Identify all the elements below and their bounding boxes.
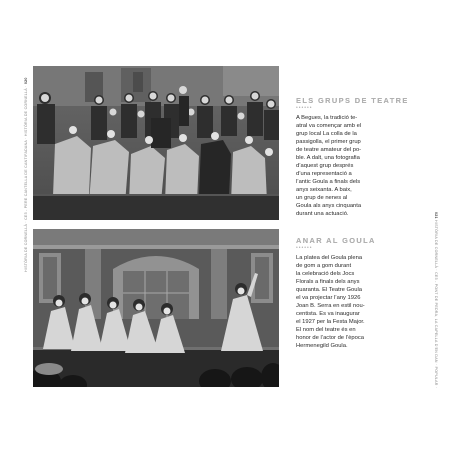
caption-line: el 1927 per la Festa Major. (296, 319, 365, 325)
caption-line: quaranta. El Teatre Goula (296, 287, 362, 293)
caption-line: l’antic Goula a finals dels (296, 179, 361, 185)
photo-theatre-group (33, 66, 279, 220)
caption-line: anys seixanta. A baix, (296, 187, 352, 193)
caption-body (296, 114, 418, 218)
caption-line: de gom a gom durant (296, 263, 352, 269)
caption-line: d’aquest grup després (296, 163, 354, 169)
caption-dots: •••••• (296, 105, 313, 111)
running-head-left-text: HISTÒRIA DE CORNELLÀ · CE5 - PERE CANTELLA DE CANTIFADANA · HISTÒRIA DE CORNELLÀ · (24, 85, 28, 272)
page-number-left: 020 (24, 77, 28, 85)
running-head-right (434, 212, 438, 388)
running-head-left (24, 77, 28, 272)
caption-line: d’una representació a (296, 171, 352, 177)
caption-line: un grup de nenes al (296, 195, 348, 201)
caption-line: Joan B. Serra en estil nou- (296, 303, 365, 309)
caption-dots: •••••• (296, 245, 313, 251)
caption-title: ELS GRUPS DE TEATRE (296, 96, 409, 105)
caption-line: Goula als anys cinquanta (296, 203, 362, 209)
photo-stage-girls-image (33, 229, 279, 387)
caption-line: passigolla, el primer grup (296, 139, 361, 145)
caption-grups-de-teatre (296, 96, 418, 218)
caption-line: ble. A dalt, una fotografia (296, 155, 360, 161)
caption-line: Florals a finals dels anys (296, 279, 360, 285)
caption-line: honor de l’actor de l’època (296, 335, 364, 341)
caption-line: La platea del Goula plena (296, 255, 363, 261)
caption-line: el va projectar l’any 1926 (296, 295, 361, 301)
caption-title: ANAR AL GOULA (296, 236, 376, 245)
caption-line: atral va començar amb el (296, 123, 362, 129)
caption-line: A Begues, la tradició te- (296, 115, 358, 121)
caption-line: Hermenegild Goula. (296, 343, 348, 349)
caption-line: la celebració dels Jocs (296, 271, 355, 277)
caption-line: El nom del teatre és en (296, 327, 356, 333)
caption-body (296, 254, 418, 350)
caption-anar-al-goula (296, 236, 418, 350)
photo-stage-girls (33, 229, 279, 387)
caption-line: durant una actuació. (296, 211, 349, 217)
page-number-right: 021 (434, 212, 438, 219)
photo-theatre-group-image (33, 66, 279, 220)
caption-line: de teatre amateur del po- (296, 147, 362, 153)
caption-line: centista. Es va inaugurar (296, 311, 360, 317)
running-head-right-text: HISTÒRIA DE CORNELLÀ · CE5 - PONT DE PEDRA, LA CAPELLA D’EN DAN · POPULAR · (434, 220, 438, 389)
caption-line: grup local La colla de la (296, 131, 357, 137)
